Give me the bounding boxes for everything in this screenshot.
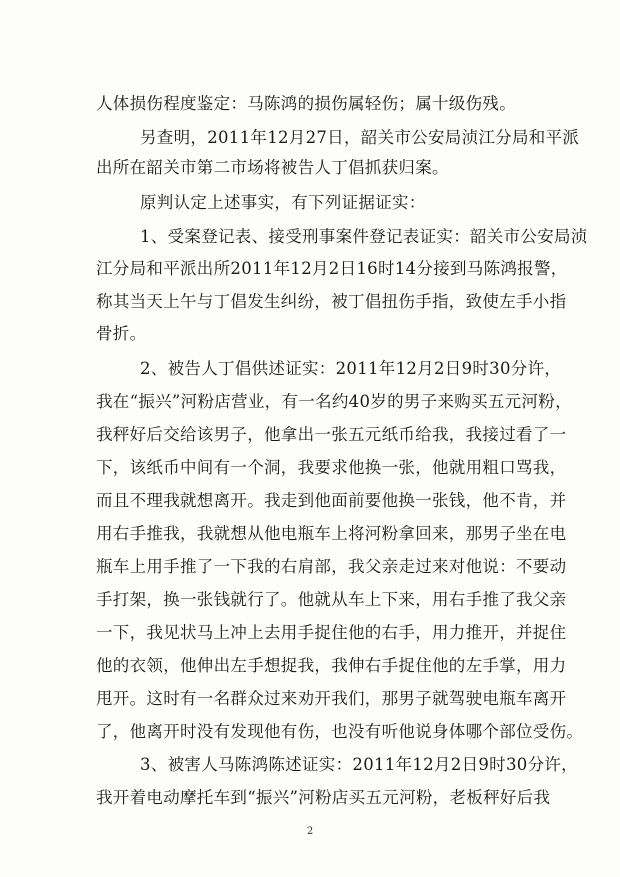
text-line: 出所在韶关市第二市场将被告人丁倡抓获归案。 <box>96 158 449 177</box>
text-line: 我秤好后交给该男子，他拿出一张五元纸币给我，我接过看了一 <box>96 425 567 444</box>
text-line: 一下，我见状马上冲上去用手捉住他的右手，用力推开，并捉住 <box>96 623 567 642</box>
text-line: 3、被害人马陈鸿陈述证实：2011年12月2日9时30分许， <box>140 755 578 774</box>
text-line: 2、被告人丁倡供述证实：2011年12月2日9时30分许， <box>140 359 562 378</box>
text-line: 我在“振兴”河粉店营业，有一名约40岁的男子来购买五元河粉， <box>96 392 572 411</box>
text-line: 骨折。 <box>96 324 147 343</box>
text-line: 而且不理我就想离开。我走到他面前要他换一张钱，他不肯，并 <box>96 491 567 510</box>
text-line: 称其当天上午与丁倡发生纠纷，被丁倡扭伤手指，致使左手小指 <box>96 292 567 311</box>
page-number: 2 <box>306 826 314 837</box>
text-line: 手打架，换一张钱就行了。他就从车上下来，用右手推了我父亲 <box>96 590 567 609</box>
text-line: 1、受案登记表、接受刑事案件登记表证实：韶关市公安局浈 <box>140 227 588 246</box>
text-line: 另查明，2011年12月27日，韶关市公安局浈江分局和平派 <box>140 128 580 147</box>
text-line: 甩开。这时有一名群众过来劝开我们，那男子就驾驶电瓶车离开 <box>96 689 567 708</box>
text-line: 下，该纸币中间有一个洞，我要求他换一张，他就用粗口骂我， <box>96 458 567 477</box>
text-line: 人体损伤程度鉴定：马陈鸿的损伤属轻伤；属十级伤残。 <box>96 94 516 113</box>
text-line: 原判认定上述事实，有下列证据证实： <box>140 193 426 212</box>
text-line: 了，他离开时没有发现他有伤，也没有听他说身体哪个部位受伤。 <box>96 722 584 741</box>
text-line: 用右手推我，我就想从他电瓶车上将河粉拿回来，那男子坐在电 <box>96 524 567 543</box>
text-line: 江分局和平派出所2011年12月2日16时14分接到马陈鸿报警， <box>96 259 568 278</box>
text-line: 瓶车上用手推了一下我的右肩部，我父亲走过来对他说：不要动 <box>96 557 567 576</box>
text-line: 他的衣领，他伸出左手想捉我，我伸右手捉住他的左手掌，用力 <box>96 656 567 675</box>
text-line: 我开着电动摩托车到“振兴”河粉店买五元河粉，老板秤好后我 <box>96 788 551 807</box>
